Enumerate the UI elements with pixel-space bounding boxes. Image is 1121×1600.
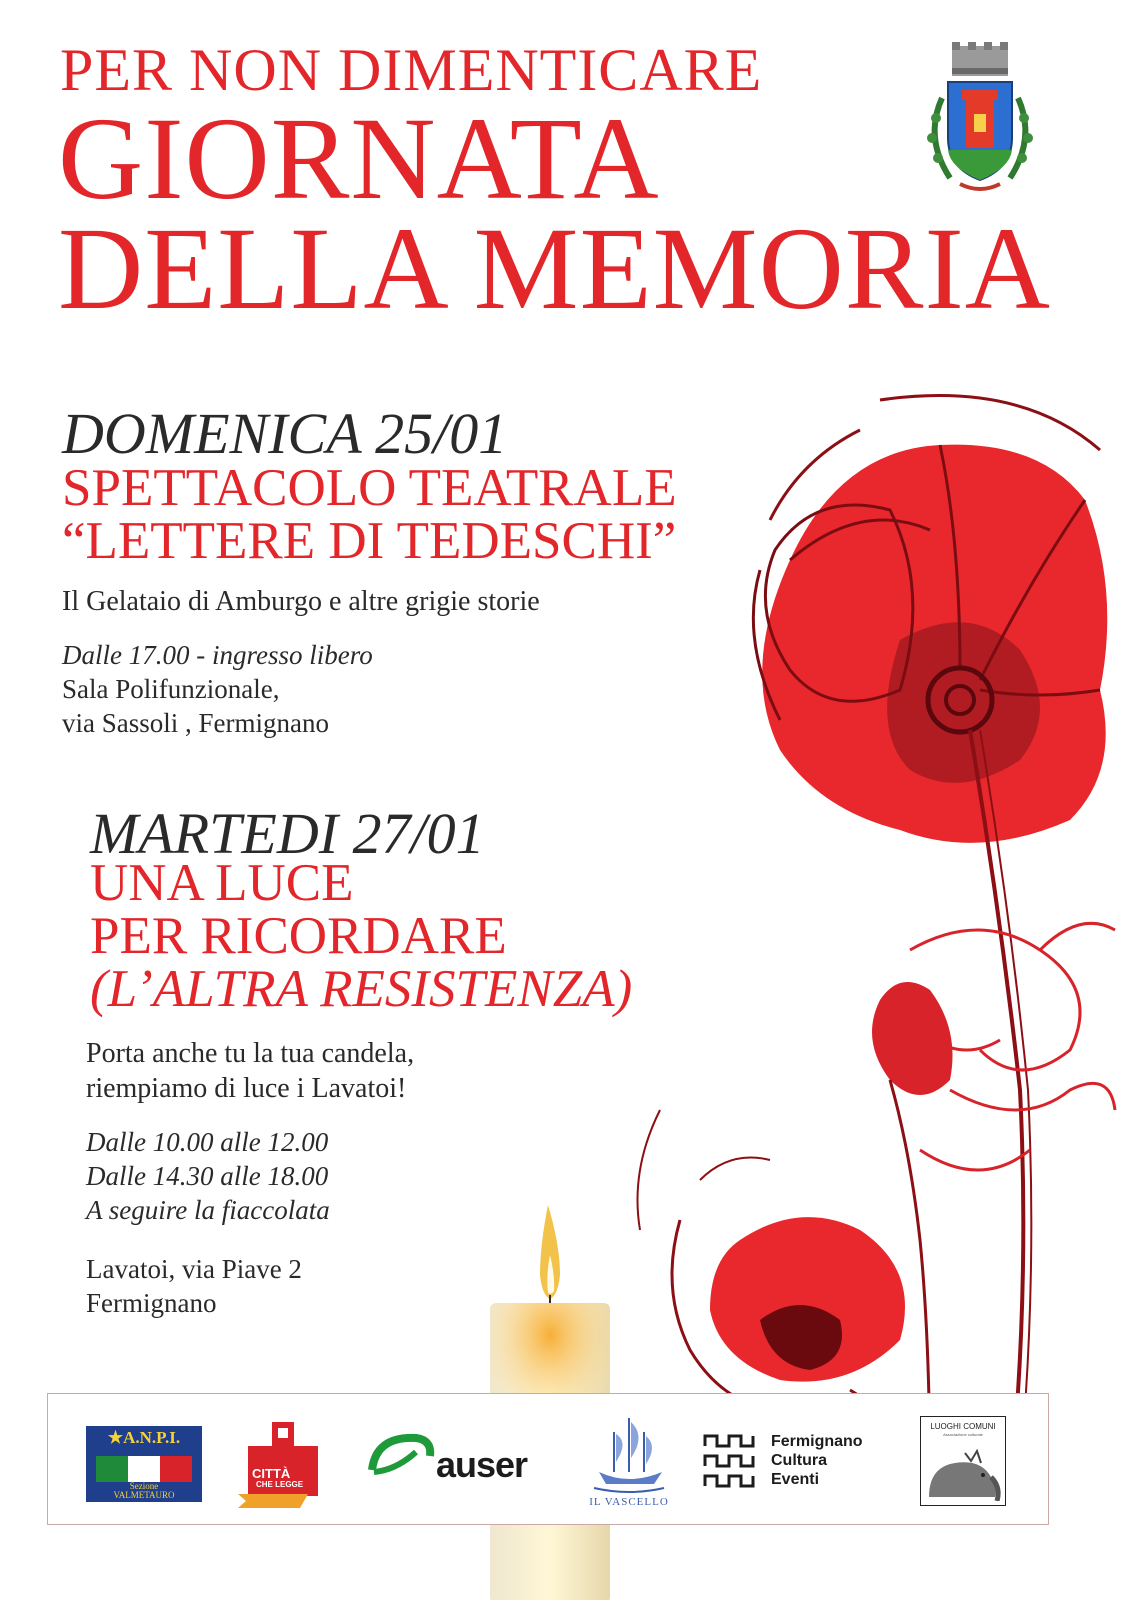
italian-flag-icon	[96, 1456, 192, 1482]
event1-description: Il Gelataio di Amburgo e altre grigie storie	[62, 586, 540, 617]
event2-place-line1: Lavatoi, via Piave 2	[86, 1254, 302, 1284]
event2-description-line1: Porta anche tu la tua candela,	[86, 1038, 415, 1069]
event1-place-line1: Sala Polifunzionale,	[62, 674, 280, 704]
event1-place-line2: via Sassoli , Fermignano	[62, 708, 329, 738]
auser-logo-text: auser	[436, 1444, 528, 1485]
event1-time: Dalle 17.00 - ingresso libero	[62, 640, 373, 670]
poster-title-line1: GIORNATA	[58, 93, 660, 224]
auser-logo	[366, 1430, 556, 1486]
anpi-logo	[86, 1426, 202, 1502]
event2-title-line2: PER RICORDARE	[90, 907, 507, 965]
elephant-icon	[925, 1447, 1001, 1501]
il-vascello-logo	[584, 1412, 674, 1512]
event2-hours-line2: Dalle 14.30 alle 18.00	[86, 1161, 329, 1191]
fce-mark-icon	[703, 1432, 763, 1492]
citta-building-icon	[238, 1416, 328, 1508]
event2-description-line2: riempiamo di luce i Lavatoi!	[86, 1073, 407, 1104]
vascello-logo-text: IL VASCELLO	[589, 1496, 669, 1508]
event2-date: MARTEDI 27/01	[90, 801, 485, 866]
fce-line3: Eventi	[771, 1471, 820, 1488]
fce-line1: Fermignano	[771, 1433, 863, 1450]
event2-title-line3: (L’ALTRA RESISTENZA)	[90, 960, 633, 1018]
anpi-logo-sub2: VALMETAURO	[113, 1490, 175, 1501]
citta-che-legge-logo	[238, 1416, 328, 1508]
luoghi-logo-subtitle: Associazione culturale	[943, 1432, 983, 1437]
anpi-logo-title: ★A.N.P.I.	[107, 1428, 181, 1447]
event1-title-line2: “LETTERE DI TEDESCHI”	[62, 512, 677, 570]
event2-place-line2: Fermignano	[86, 1288, 217, 1318]
citta-logo-line2: CHE LEGGE	[256, 1480, 304, 1489]
auser-swoosh-icon	[366, 1430, 436, 1486]
municipal-crest-icon	[920, 38, 1040, 198]
fce-line2: Cultura	[771, 1452, 827, 1469]
citta-logo-line1: CITTÀ	[252, 1466, 291, 1481]
ship-icon	[584, 1412, 674, 1496]
poster-title-line2: DELLA MEMORIA	[58, 203, 1052, 334]
event1-title-line1: SPETTACOLO TEATRALE	[62, 459, 677, 517]
event2-hours-line1: Dalle 10.00 alle 12.00	[86, 1127, 329, 1157]
event2-title-line1: UNA LUCE	[90, 854, 354, 912]
luoghi-comuni-logo	[920, 1416, 1006, 1506]
fermignano-cultura-eventi-logo	[703, 1432, 903, 1492]
luoghi-logo-title: LUOGHI COMUNI	[930, 1422, 996, 1431]
anpi-logo-subtitle	[86, 1482, 202, 1501]
sponsors-bar	[47, 1393, 1049, 1525]
event1-date: DOMENICA 25/01	[62, 401, 508, 466]
event2-hours-line3: A seguire la fiaccolata	[86, 1195, 330, 1225]
poster-kicker: PER NON DIMENTICARE	[60, 37, 763, 103]
anpi-logo-sub1: Sezione	[129, 1481, 159, 1491]
